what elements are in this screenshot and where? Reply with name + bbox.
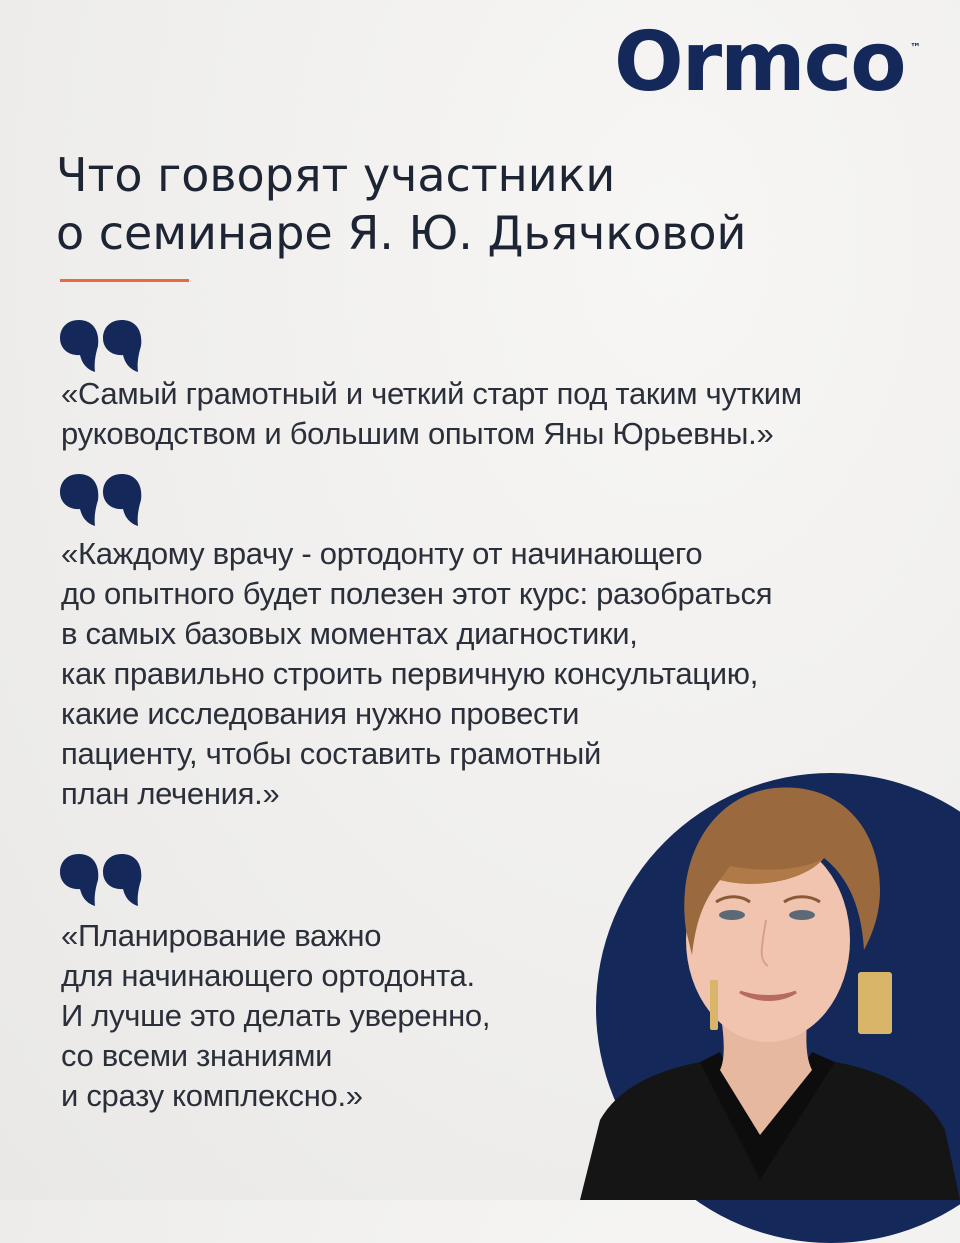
brand-name: Ormco bbox=[614, 15, 905, 110]
title-line-1: Что говорят участники bbox=[56, 148, 616, 202]
quote-3-line: «Планирование важно bbox=[61, 918, 382, 953]
title-line-2: о семинаре Я. Ю. Дьячковой bbox=[56, 206, 747, 260]
quote-2-line: в самых базовых моментах диагностики, bbox=[61, 616, 638, 651]
quote-3-line: со всеми знаниями bbox=[61, 1038, 333, 1073]
quote-2-line: как правильно строить первичную консультацию, bbox=[61, 656, 759, 691]
page-title bbox=[56, 146, 916, 262]
quote-2-line: пациенту, чтобы составить грамотный bbox=[61, 736, 602, 771]
quote-3-line: и сразу комплексно.» bbox=[61, 1078, 363, 1113]
trademark-sign: ™ bbox=[910, 41, 921, 54]
ormco-logo bbox=[614, 15, 921, 110]
quote-mark-icon bbox=[58, 472, 148, 528]
quote-3 bbox=[61, 916, 490, 1116]
quote-1 bbox=[61, 374, 802, 454]
quote-2-line: до опытного будет полезен этот курс: разобраться bbox=[61, 576, 773, 611]
speaker-portrait bbox=[580, 740, 960, 1200]
quote-3-line: для начинающего ортодонта. bbox=[61, 958, 475, 993]
quote-1-line: «Самый грамотный и четкий старт под таким чутким bbox=[61, 376, 802, 411]
quote-2-line: какие исследования нужно провести bbox=[61, 696, 580, 731]
quote-mark-icon bbox=[58, 318, 148, 374]
quote-1-line: руководством и большим опытом Яны Юрьевны.» bbox=[61, 416, 774, 451]
quote-2-line: план лечения.» bbox=[61, 776, 280, 811]
quote-3-line: И лучше это делать уверенно, bbox=[61, 998, 491, 1033]
quote-2-line: «Каждому врачу - ортодонту от начинающего bbox=[61, 536, 703, 571]
title-divider bbox=[60, 279, 189, 282]
quote-mark-icon bbox=[58, 852, 148, 908]
